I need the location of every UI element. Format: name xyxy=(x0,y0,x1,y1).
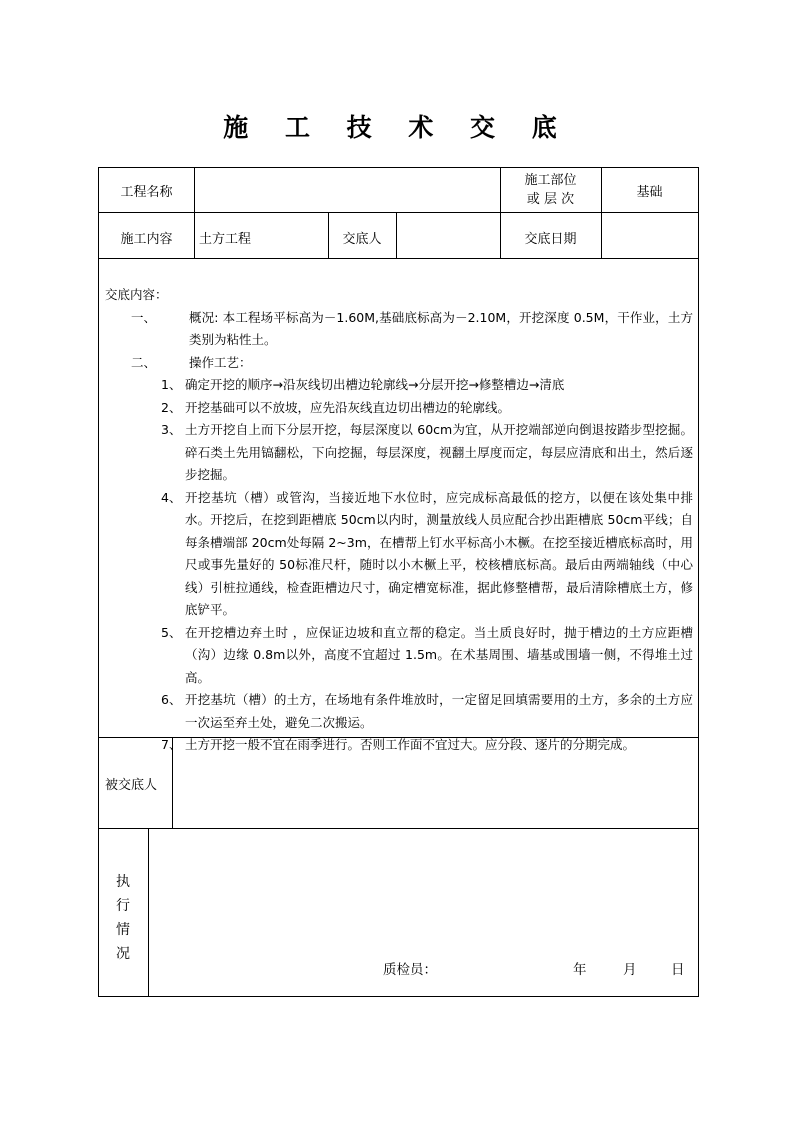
section-label: 操作工艺： xyxy=(189,354,252,370)
col-divider xyxy=(396,212,397,258)
item-number: 7、 xyxy=(161,737,182,752)
discloser-label: 交底人 xyxy=(342,232,382,247)
section-number: 一、 xyxy=(131,309,157,325)
location-value[interactable]: 基础 xyxy=(636,185,663,200)
process-item xyxy=(105,419,693,487)
item-text: 开挖基础可以不放坡，应先沿灰线直边切出槽边的轮廓线。 xyxy=(185,399,511,415)
inspector-label: 质检员： xyxy=(383,962,437,978)
item-text: 确定开挖的顺序→沿灰线切出槽边轮廓线→分层开挖→修整槽边→清底 xyxy=(185,377,565,392)
project-name-label: 工程名称 xyxy=(120,185,173,200)
item-number: 4、 xyxy=(161,489,182,505)
section-process xyxy=(105,352,693,375)
content-value[interactable]: 土方工程 xyxy=(199,232,252,247)
item-text: 开挖基坑（槽）或管沟，当接近地下水位时，应完成标高最低的挖方，以便在该处集中排水。开挖后，在挖到距槽底 50cm以内时，测量放线人员应配合抄出距槽底 50cm平线；自每条槽端部 20cm处每隔 2~3m，在槽帮上钉水平标高小木橛。在挖至接近槽底标高时，用尺或事先量好的 50标准尺杆，随时以小木橛上平，校核槽底标高。最后由两端轴线（中心线）引桩拉通线，检查距槽边尺寸，确定槽宽标准，据此修整槽帮，最后清除槽底土方，修底铲平。 xyxy=(185,489,693,617)
content-label: 施工内容 xyxy=(120,232,173,247)
execution-label-char: 执 xyxy=(116,874,130,890)
process-item xyxy=(105,374,693,397)
recipient-label: 被交底人 xyxy=(105,778,158,793)
disclosure-form-table xyxy=(98,167,699,997)
location-label xyxy=(500,171,601,209)
item-text: 土方开挖一般不宜在雨季进行。否则工作面不宜过大。应分段、逐片的分期完成。 xyxy=(185,737,636,752)
section-number: 二、 xyxy=(131,354,157,370)
item-number: 5、 xyxy=(161,624,182,640)
row-divider xyxy=(99,212,698,213)
disclosure-content xyxy=(105,284,693,757)
item-number: 1、 xyxy=(161,377,182,392)
section-overview xyxy=(105,307,693,352)
process-item xyxy=(105,397,693,420)
execution-label-char: 况 xyxy=(116,946,130,962)
disclosure-heading: 交底内容： xyxy=(105,287,168,302)
process-item xyxy=(105,622,693,690)
col-divider xyxy=(148,828,149,997)
col-divider xyxy=(194,168,195,212)
location-label-line1: 施工部位 xyxy=(524,173,577,188)
location-label-line2: 或 层 次 xyxy=(526,192,575,207)
process-item xyxy=(105,487,693,622)
row-divider xyxy=(99,828,698,829)
section-text xyxy=(189,352,693,375)
item-number: 6、 xyxy=(161,692,182,707)
col-divider xyxy=(194,212,195,258)
row-divider xyxy=(99,258,698,259)
item-number: 2、 xyxy=(161,399,182,415)
date-label: 交底日期 xyxy=(524,232,577,247)
execution-label-char: 行 xyxy=(116,898,130,914)
item-text: 开挖基坑（槽）的土方，在场地有条件堆放时，一定留足回填需要用的土方，多余的土方应一次运至弃土处，避免二次搬运。 xyxy=(185,692,693,730)
day-label: 日 xyxy=(671,962,685,978)
section-body: 本工程场平标高为－1.60M,基础底标高为－2.10M，开挖深度 0.5M，干作业，土方类别为粘性土。 xyxy=(189,309,693,347)
execution-label xyxy=(113,870,133,966)
section-text xyxy=(189,307,693,352)
execution-label-char: 情 xyxy=(116,922,130,938)
process-item xyxy=(105,734,693,757)
process-item xyxy=(105,689,693,734)
item-text: 土方开挖自上而下分层开挖，每层深度以 60cm为宜，从开挖端部逆向倒退按踏步型挖掘。碎石类土先用镐翻松，下向挖掘，每层深度，视翻土厚度而定，每层应清底和出土，然后逐步挖掘。 xyxy=(185,422,693,482)
document-title: 施 工 技 术 交 底 xyxy=(223,113,571,142)
item-number: 3、 xyxy=(161,422,182,437)
month-label: 月 xyxy=(623,962,637,978)
year-label: 年 xyxy=(573,962,587,978)
item-text: 在开挖槽边弃土时 ，应保证边坡和直立帮的稳定。当土质良好时，抛于槽边的土方应距槽（沟）边缘 0.8m以外，高度不宜超过 1.5m。在术基周围、墙基或围墙一侧，不得堆土过高。 xyxy=(185,624,693,685)
section-label: 概况: xyxy=(189,309,219,325)
